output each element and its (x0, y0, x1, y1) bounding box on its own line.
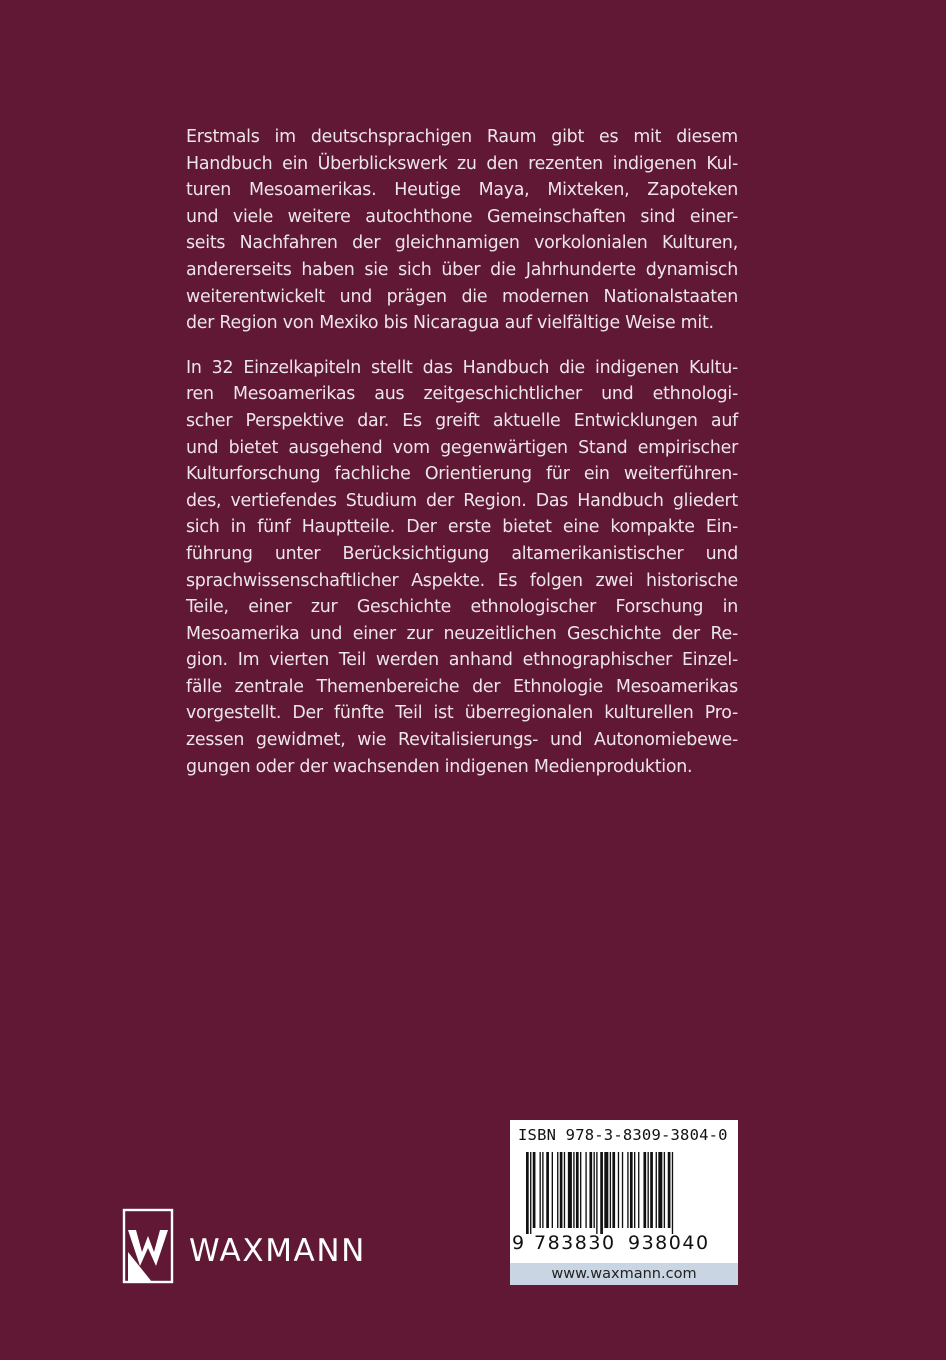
paragraph-1 (186, 124, 738, 337)
barcode-bar (564, 1152, 565, 1228)
publisher-name: WAXMANN (189, 1233, 366, 1269)
barcode-bar (610, 1152, 611, 1228)
barcode-bar (542, 1152, 543, 1228)
barcode-bar (612, 1152, 615, 1228)
barcode-bar (658, 1152, 662, 1228)
text-line: Handbuch ein Überblickswerk zu den rezenten indigenen Kul- (186, 153, 738, 174)
text-line: gion. Im vierten Teil werden anhand ethnographischer Einzel- (186, 650, 738, 671)
text-line: seits Nachfahren der gleichnamigen vorkolonialen Kulturen, (186, 233, 738, 254)
barcode-bar (530, 1152, 531, 1234)
description-text (186, 124, 738, 780)
barcode-bar (627, 1152, 628, 1228)
barcode-bar (568, 1152, 572, 1228)
barcode-bar (634, 1152, 635, 1228)
isbn-digits-left: 783830 (534, 1232, 616, 1254)
barcode-bar (622, 1152, 623, 1228)
text-line: vorgestellt. Der fünfte Teil ist überregionalen kulturellen Pro- (186, 703, 738, 724)
barcode-bar (552, 1152, 553, 1228)
barcode-bar (526, 1152, 529, 1234)
barcode-bar (618, 1152, 619, 1228)
text-line: zessen gewidmet, wie Revitalisierungs- und Autonomiebewe- (186, 730, 738, 751)
text-line: Kulturforschung fachliche Orientierung für ein weiterführen- (186, 464, 738, 485)
text-line: In 32 Einzelkapiteln stellt das Handbuch die indigenen Kultu- (186, 357, 738, 378)
text-line: der Region von Mexiko bis Nicaragua auf vielfältige Weise mit. (186, 313, 714, 334)
barcode-bar (643, 1152, 646, 1228)
barcode-bar (656, 1152, 657, 1228)
text-line: sich in fünf Hauptteile. Der erste bietet eine kompakte Ein- (186, 517, 738, 538)
text-line: Erstmals im deutschsprachigen Raum gibt es mit diesem (186, 127, 738, 147)
isbn-barcode (510, 1120, 738, 1264)
barcode-bar (576, 1152, 579, 1228)
barcode-bar (585, 1152, 586, 1228)
barcode-bar (546, 1152, 549, 1228)
barcode-bar (573, 1152, 574, 1228)
text-line: sprachwissenschaftlicher Aspekte. Es folgen zwei historische (186, 570, 738, 591)
barcode-bar (589, 1152, 592, 1228)
barcode-bar (668, 1152, 671, 1228)
barcode-bars (526, 1152, 722, 1234)
barcode-bar (630, 1152, 633, 1228)
barcode-bar (672, 1152, 673, 1234)
waxmann-w-logo-icon (122, 1208, 174, 1284)
text-line: weiterentwickelt und prägen die modernen Nationalstaaten (186, 286, 738, 307)
text-line: führung unter Berücksichtigung altamerikanistischer und (186, 543, 738, 564)
barcode-bar (533, 1152, 536, 1228)
barcode-bar (600, 1152, 603, 1234)
barcode-bar (560, 1152, 563, 1228)
text-line: ren Mesoamerikas aus zeitgeschichtlicher und ethnologi- (186, 384, 738, 405)
paragraph-gap (186, 337, 738, 355)
barcode-bar (638, 1152, 639, 1228)
isbn-label: ISBN 978-3-8309-3804-0 (518, 1126, 728, 1144)
text-line: turen Mesoamerikas. Heutige Maya, Mixteken, Zapoteken (186, 180, 738, 201)
text-line: und bietet ausgehend vom gegenwärtigen Stand empirischer (186, 437, 738, 458)
barcode-bar (648, 1152, 649, 1228)
publisher-website: www.waxmann.com (510, 1263, 738, 1285)
barcode-bar (664, 1152, 665, 1228)
barcode-bar (594, 1152, 595, 1228)
barcode-bar (557, 1152, 558, 1228)
barcode-bar (604, 1152, 608, 1228)
isbn-digit-first: 9 (512, 1232, 525, 1254)
barcode-bar (540, 1152, 541, 1228)
isbn-digits-right: 938040 (628, 1232, 710, 1254)
barcode-bar (650, 1152, 653, 1228)
barcode-bar (596, 1152, 597, 1234)
barcode-bar (580, 1152, 581, 1228)
text-line: und viele weitere autochthone Gemeinschaften sind einer- (186, 206, 738, 227)
text-line: Mesoamerika und einer zur neuzeitlichen Geschichte der Re- (186, 623, 738, 644)
text-line: Teile, einer zur Geschichte ethnologischer Forschung in (186, 597, 738, 618)
text-line: des, vertiefendes Studium der Region. Das Handbuch gliedert (186, 490, 738, 511)
text-line: andererseits haben sie sich über die Jahrhunderte dynamisch (186, 259, 738, 280)
text-line: fälle zentrale Themenbereiche der Ethnologie Mesoamerikas (186, 676, 738, 697)
paragraph-2 (186, 355, 738, 781)
text-line: gungen oder der wachsenden indigenen Medienproduktion. (186, 756, 693, 777)
text-line: scher Perspektive dar. Es greift aktuelle Entwicklungen auf (186, 410, 738, 431)
